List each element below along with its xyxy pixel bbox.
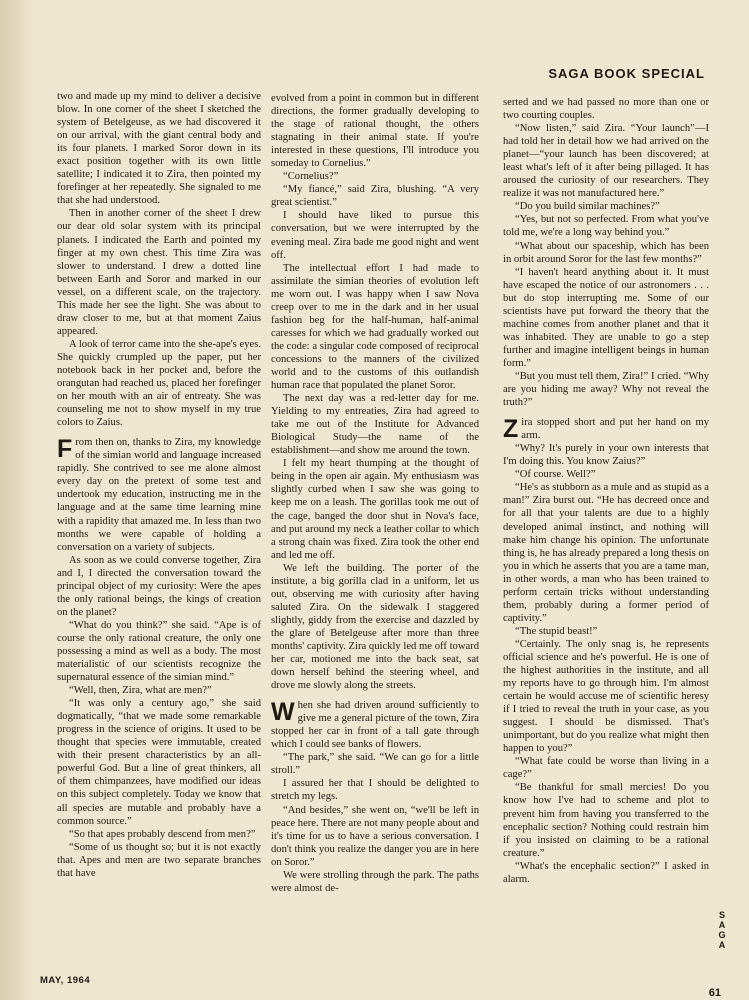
paragraph [503, 781, 709, 859]
paragraph-text: evolved from a point in common but in different directions, the former gradually developing to the stage of rational thought, the others stagnating in their animal state. If you're interested in these questions, I'll introduce you someday to Cornelius.” [271, 93, 479, 170]
paragraph-text: “Cornelius?” [283, 171, 339, 183]
paragraph-text: We were strolling through the park. The paths were almost de- [271, 869, 479, 894]
paragraph [503, 860, 709, 886]
side-tab-letter: A [718, 920, 726, 930]
paragraph-text: “Do you build similar machines?” [515, 201, 660, 213]
paragraph-text: “So that apes probably descend from men?” [69, 828, 256, 840]
paragraph-text: hen she had driven around sufficiently to give me a general picture of the town, Zira stopped her car in front of a tall gate through which I could see banks of flowers. [271, 700, 479, 751]
paragraph [271, 804, 479, 869]
paragraph [271, 392, 479, 457]
paragraph-text: “And besides,” she went on, “we'll be left in peace here. There are not many people about and it's time for us to have a serious conversation. I don't think you realize the danger you are in here on Soror.” [271, 804, 479, 868]
paragraph [503, 755, 709, 781]
paragraph-text: We left the building. The porter of the institute, a big gorilla clad in a uniform, let us out, observing me with curiosity after having saluted Zira. On the sidewalk I staggered slightly, giddy from the exercise and dazzled by the glare of Betelgeuse after more than three months' captivity. Zira quickly led me off toward her car, motioned me into the back seat, sat down herself behind the steering wheel, and drove me slowly along the streets. [271, 562, 479, 692]
paragraph-text: rom then on, thanks to Zira, my knowledge of the simian world and language increased rapidly. She contrived to see me alone almost every day on the pretext of some test and undertook my education, instructing me in the language and at the same time learning mine with a rapidity that amazed me. In less than two months we were capable of holding a conversation on a variety of subjects. [57, 437, 261, 553]
paragraph [503, 625, 709, 638]
paragraph [57, 619, 261, 684]
paragraph [503, 122, 709, 200]
paragraph [271, 457, 479, 561]
paragraph-text: “What fate could be worse than living in a cage?” [503, 756, 709, 781]
paragraph-text: The next day was a red-letter day for me. Yielding to my entreaties, Zira had agreed to take me out of the Institute for Advanced Biological Study—the name of the establishment—and show me around the town. [271, 393, 479, 457]
section-opening-paragraph [503, 416, 709, 442]
side-tab-letter: A [718, 940, 726, 950]
section-opening-paragraph [57, 436, 261, 553]
paragraph [57, 684, 261, 697]
paragraph-text: “Be thankful for small mercies! Do you know how I've had to scheme and plot to prevent him from having you transferred to the encephalic section? Nothing could restrain him if you insisted on claiming to be a rational creature.” [503, 782, 709, 859]
paragraph-text: I assured her that I should be delighted to stretch my legs. [271, 778, 479, 803]
paragraph [503, 442, 709, 468]
paragraph [503, 266, 709, 370]
paragraph [271, 183, 479, 209]
issue-date: MAY, 1964 [40, 975, 91, 986]
paragraph [271, 209, 479, 261]
paragraph-text: “What do you think?” she said. “Ape is of course the only rational creature, the only one possessing a mind as well as a body. The most materialistic of our scientists recognize the supernatural essence of the simian mind.” [57, 619, 261, 684]
text-column-1 [57, 90, 261, 880]
paragraph-text: As soon as we could converse together, Zira and I, I directed the conversation toward the principal object of my curiosity: Were the apes the only rational beings, the kings of creation on the planet? [57, 554, 261, 618]
section-opening-paragraph [271, 699, 479, 751]
paragraph [503, 213, 709, 239]
side-tab-letter: G [718, 930, 726, 940]
text-column-2 [271, 92, 479, 895]
paragraph [503, 96, 709, 122]
drop-cap: W [271, 698, 295, 727]
paragraph-text: “Why? It's purely in your own interests that I'm doing this. You know Zaius?” [503, 443, 709, 468]
paragraph [271, 777, 479, 803]
paragraph [271, 562, 479, 692]
section-header: SAGA BOOK SPECIAL [548, 66, 705, 81]
paragraph [503, 200, 709, 213]
paragraph [57, 338, 261, 429]
paragraph [271, 869, 479, 895]
paragraph [503, 240, 709, 266]
drop-cap: F [57, 435, 73, 464]
paragraph [57, 697, 261, 827]
paragraph-text: “The park,” she said. “We can go for a little stroll.” [271, 752, 479, 777]
paragraph [57, 554, 261, 619]
page-number: 61 [708, 987, 721, 999]
paragraph [503, 638, 709, 755]
paragraph [57, 207, 261, 337]
paragraph-text: “Yes, but not so perfected. From what you've told me, we're a long way behind you.” [503, 214, 709, 239]
paragraph-text: “What's the encephalic section?” I asked in alarm. [503, 860, 709, 885]
paragraph [271, 170, 479, 183]
text-column-3 [503, 96, 709, 886]
paragraph-text: “Now listen,” said Zira. “Your launch”—I had told her in detail how we had arrived on the planet—“your launch has been discovered; at least what's left of it after being pillaged. It has aroused the curiosity of our researchers. They realize it was not manufactured here.” [503, 123, 709, 200]
paragraph-text: The intellectual effort I had made to assimilate the simian theories of evolution left me worn out. I was happy when I saw Nova creep over to me in the dark and in her usual fashion beg for the half-human, half-animal caresses for which we had gradually worked out the code: a singular code composed of reciprocal concessions to the manners of the civilized world and to the customs of this outlandish human race that populated the planet Soror. [271, 262, 479, 392]
paragraph-text: “My fiancé,” said Zira, blushing. “A very great scientist.” [271, 184, 479, 209]
drop-cap: Z [503, 415, 519, 444]
paragraph-text: ira stopped short and put her hand on my arm. [521, 417, 709, 442]
paragraph-text: “Some of us thought so; but it is not exactly that. Apes and men are two separate branches that have [57, 841, 261, 879]
paragraph-text: I should have liked to pursue this conversation, but we were interrupted by the evening meal. Zira bade me good night and went off. [271, 210, 479, 261]
paragraph-text: two and made up my mind to deliver a decisive blow. In one corner of the sheet I sketched the system of Betelgeuse, as we had discovered it on our arrival, with the giant central body and its four planets. I marked Soror down in its exact position together with its own little satellite; I indicated it to Zira, then pointed my forefinger at her repeatedly. She signaled to me that she had understood. [57, 91, 261, 207]
paragraph [503, 370, 709, 409]
paragraph [57, 841, 261, 880]
paragraph-text: “I haven't heard anything about it. It must have escaped the notice of our astronomers . . . but do stop interrupting me. Some of our scientists have put forward the theory that the machine comes from another planet and that it was inhabited. They are unable to go a step further and imagine intelligent beings in human form.” [503, 266, 709, 369]
paragraph-text: A look of terror came into the she-ape's eyes. She quickly crumpled up the paper, put her notebook back in her pocket and, before the orangutan had reached us, placed her forefinger on her mouth with an air of entreaty. She was counseling me not to show myself in my true colors to Zaius. [57, 338, 261, 429]
paragraph [271, 92, 479, 170]
paragraph [503, 481, 709, 625]
side-tab-label [717, 910, 727, 950]
paragraph-text: “Well, then, Zira, what are men?” [69, 685, 212, 697]
paragraph [503, 468, 709, 481]
paragraph-text: “Certainly. The only snag is, he represents official science and he's powerful. He is one of the highest authorities in the institute, and all my reports have to go through him. I'm almost certain he would accuse me of scientific heresy if I tried to reveal the truth in your case, as you suggest. I should be dismissed. That's unimportant, but do you realize what might then happen to you?” [503, 638, 709, 755]
paragraph-text: “The stupid beast!” [515, 625, 598, 637]
paragraph [271, 262, 479, 392]
paragraph-text: Then in another corner of the sheet I drew our dear old solar system with its principal planets. I indicated the Earth and pointed my finger at my own chest. This time Zira was slower to understand. I drew a dotted line between Earth and Soror and marked in our vessel, on a different scale, on the trajectory. This made her see the light. She was about to draw closer to me, but at that moment Zaius appeared. [57, 208, 261, 337]
page-gutter-shadow [0, 0, 34, 1000]
paragraph-text: I felt my heart thumping at the thought of being in the open air again. My enthusiasm was slightly curbed when I saw she was going to keep me on a leash. The gorillas took me out of the cage, banged the door shut in Nova's face, and put around my neck a leather collar to which a strong chain was fixed. Zira took the other end and led me off. [271, 458, 479, 561]
paragraph-text: “But you must tell them, Zira!” I cried. “Why are you hiding me away? Why not reveal the truth?” [503, 370, 709, 409]
paragraph [271, 751, 479, 777]
side-tab-letter: S [718, 910, 725, 920]
paragraph-text: serted and we had passed no more than one or two courting couples. [503, 97, 709, 122]
paragraph-text: “It was only a century ago,” she said dogmatically, “that we made some remarkable progress in the science of origins. It used to be thought that species were immutable, created with their present characteristics by an all-powerful God. But a line of great thinkers, all of them chimpanzees, have modified our ideas on this subject completely. Today we know that all species are mutable and probably have a common source.” [57, 698, 261, 827]
paragraph-text: “Of course. Well?” [515, 469, 596, 481]
paragraph [57, 828, 261, 841]
paragraph [57, 90, 261, 207]
paragraph-text: “What about our spaceship, which has been in orbit around Soror for the last few months?” [503, 240, 709, 265]
paragraph-text: “He's as stubborn as a mule and as stupid as a man!” Zira burst out. “He has decreed once and for all that your talents are due to a highly developed animal instinct, and nothing will make him change his opinion. The unfortunate thing is, he has already prepared a long thesis on you in which he asserts that you are a tame man, in other words, a man who has been trained to perform certain tricks without understanding them, probably during a former period of captivity.” [503, 482, 709, 624]
